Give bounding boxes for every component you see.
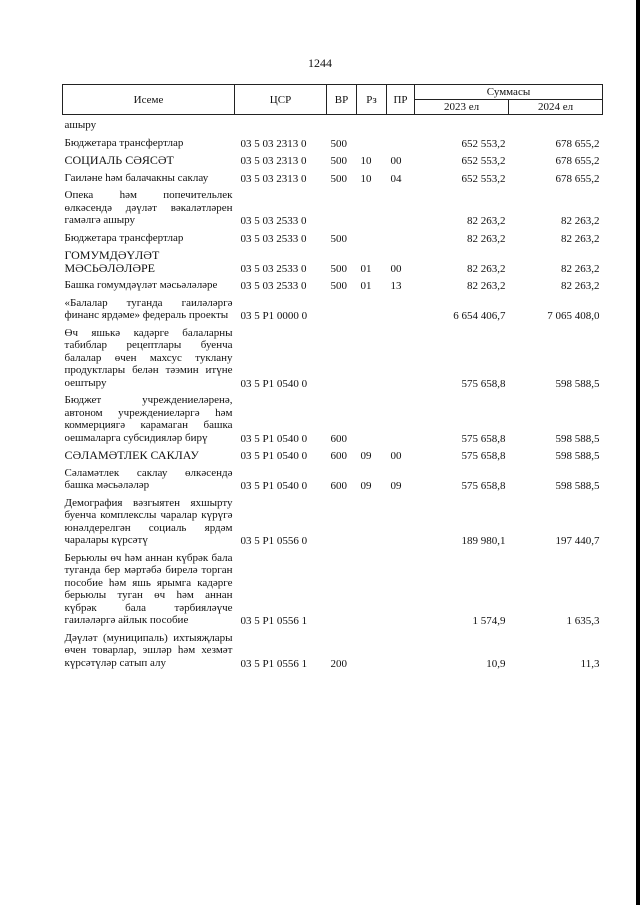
cell-sum-2024: 82 263,2 — [561, 215, 600, 227]
cell-sum-2023: 575 658,8 — [461, 480, 506, 492]
cell-csr: 03 5 03 2313 0 — [240, 172, 307, 185]
cell-sum-2024: 678 655,2 — [555, 137, 600, 150]
cell-sum-2024: 598 588,5 — [555, 432, 600, 445]
cell-name: Сәламәтлек саклау өлкәсендә башка мәсьәләләр — [64, 466, 233, 491]
cell-name: Бюджет учреждениеләренә, автоном учреждениеләргә һәм коммерциягә карамаган башка оешмаларга субсидияләр бирү — [64, 394, 233, 444]
cell-name: Демография вәзгыятен яхшырту буенча комплекслы чаралар күрүгә юнәлдерелгән социаль ярдәм чаралары күрсәтү — [64, 496, 233, 546]
cell-pr — [387, 390, 415, 445]
cell-name: СОЦИАЛЬ СӘЯСӘТ — [64, 153, 174, 167]
cell-sum-2024: 7 065 408,0 — [547, 310, 600, 322]
cell-pr: 04 — [390, 172, 402, 185]
cell-name: «Балалар туганда гаиләләргә финанс ярдәме» федераль проекты — [64, 296, 233, 321]
cell-csr: 03 5 P1 0540 0 — [240, 480, 308, 492]
cell-vr: 500 — [330, 280, 347, 292]
cell-csr: 03 5 03 2533 0 — [240, 280, 307, 292]
cell-rz — [357, 323, 387, 391]
budget-table — [62, 84, 603, 670]
cell-sum-2024: 197 440,7 — [555, 535, 600, 547]
cell-csr: 03 5 P1 0556 1 — [240, 657, 308, 670]
cell-vr: 500 — [330, 137, 347, 150]
cell-vr — [327, 293, 357, 323]
cell-pr: 00 — [390, 262, 402, 275]
cell-rz — [357, 293, 387, 323]
header-pr: ПР — [387, 85, 415, 115]
cell-csr: 03 5 03 2533 0 — [240, 215, 307, 227]
table-row — [63, 463, 603, 493]
cell-sum-2024: 1 635,3 — [566, 615, 600, 627]
cell-name: Өч яшькә кадәрге балаларны табиблар рецептлары буенча балалар өчен махсус туклану продуктлары белән тәэмин итүне оештыру — [64, 326, 233, 389]
cell-sum-2024: 11,3 — [580, 657, 600, 670]
table-row — [63, 228, 603, 246]
cell-sum-2023: 652 553,2 — [461, 172, 506, 185]
cell-sum-2023: 1 574,9 — [472, 615, 506, 627]
cell-rz: 01 — [360, 262, 372, 275]
cell-csr: 03 5 03 2313 0 — [240, 137, 307, 150]
cell-rz — [357, 185, 387, 228]
cell-rz: 10 — [360, 172, 372, 185]
table-row — [63, 185, 603, 228]
cell-name: Бюджетара трансфертлар — [64, 231, 184, 244]
table-body — [63, 115, 603, 671]
cell-name: Дәүләт (муниципаль) ихтыяҗлары өчен товарлар, эшләр һәм хезмәт күрсәтүләр сатып алу — [64, 631, 233, 669]
cell-sum-2023: 652 553,2 — [461, 137, 506, 150]
cell-rz — [357, 115, 387, 133]
cell-pr — [387, 185, 415, 228]
cell-rz — [357, 390, 387, 445]
cell-pr: 09 — [390, 480, 402, 492]
cell-csr: 03 5 P1 0540 0 — [240, 432, 308, 445]
cell-sum-2024: 82 263,2 — [561, 232, 600, 245]
cell-rz: 01 — [360, 280, 372, 292]
cell-vr — [327, 323, 357, 391]
cell-sum-2023: 82 263,2 — [467, 280, 506, 292]
table-row — [63, 323, 603, 391]
header-csr: ЦСР — [235, 85, 327, 115]
cell-name: Опека һәм попечительлек өлкәсендә дәүләт вәкаләтләрен гамәлгә ашыру — [64, 189, 233, 226]
cell-pr: 13 — [390, 280, 402, 292]
table-row — [63, 275, 603, 293]
cell-csr: 03 5 P1 0540 0 — [240, 450, 308, 462]
cell-pr — [387, 293, 415, 323]
cell-rz — [357, 628, 387, 671]
cell-sum-2024: 678 655,2 — [555, 172, 600, 185]
cell-vr — [327, 115, 357, 133]
cell-sum-2024: 598 588,5 — [555, 480, 600, 492]
table-row — [63, 115, 603, 133]
table-row — [63, 390, 603, 445]
cell-vr: 600 — [330, 480, 347, 492]
table-row — [63, 168, 603, 186]
cell-vr: 500 — [330, 262, 347, 275]
cell-name: Берьюлы өч һәм аннан күбрәк бала туганда бер мәртәбә бирелә торган пособие һәм яшь ярымга кадәрге берьюлы туган өч һәм аннан күбрәк бала тәрбияләүче гаиләләргә айлык пособие — [64, 551, 233, 626]
table-row — [63, 445, 603, 463]
cell-csr: 03 5 03 2533 0 — [240, 232, 307, 245]
cell-sum-2023: 189 980,1 — [461, 535, 506, 547]
table-row — [63, 493, 603, 548]
cell-sum-2024: 598 588,5 — [555, 377, 600, 390]
cell-vr: 600 — [330, 432, 347, 445]
header-vr: ВР — [327, 85, 357, 115]
cell-vr: 500 — [330, 155, 347, 167]
header-sums: Суммасы — [415, 85, 603, 100]
cell-sum-2023: 6 654 406,7 — [453, 310, 506, 322]
cell-csr: 03 5 P1 0540 0 — [240, 377, 308, 390]
table-header — [63, 85, 603, 115]
cell-pr: 00 — [390, 155, 402, 167]
cell-csr: 03 5 P1 0556 1 — [240, 615, 308, 627]
cell-csr: 03 5 03 2313 0 — [240, 155, 307, 167]
cell-csr: 03 5 P1 0556 0 — [240, 535, 308, 547]
cell-rz: 09 — [360, 450, 372, 462]
cell-sum-2023 — [415, 115, 509, 133]
cell-vr — [327, 185, 357, 228]
cell-csr — [235, 115, 327, 133]
cell-sum-2023: 575 658,8 — [461, 450, 506, 462]
cell-rz — [357, 228, 387, 246]
cell-pr: 00 — [390, 450, 402, 462]
header-name: Исеме — [63, 85, 235, 115]
cell-pr — [387, 115, 415, 133]
cell-vr: 200 — [330, 657, 347, 670]
cell-vr: 500 — [330, 172, 347, 185]
cell-rz — [357, 133, 387, 151]
scan-edge-bar — [636, 0, 640, 905]
cell-name: ашыру — [64, 119, 97, 131]
cell-vr — [327, 493, 357, 548]
budget-table-container — [62, 84, 602, 670]
cell-pr — [387, 133, 415, 151]
cell-rz — [357, 548, 387, 628]
cell-name: СӘЛАМӘТЛЕК САКЛАУ — [64, 448, 199, 462]
cell-pr — [387, 323, 415, 391]
cell-vr: 600 — [330, 450, 347, 462]
header-year-2023: 2023 ел — [415, 100, 509, 115]
cell-pr — [387, 628, 415, 671]
table-row — [63, 548, 603, 628]
cell-sum-2023: 82 263,2 — [467, 232, 506, 245]
header-year-2024: 2024 ел — [509, 100, 603, 115]
cell-sum-2024 — [509, 115, 603, 133]
header-rz: Рз — [357, 85, 387, 115]
cell-sum-2023: 82 263,2 — [467, 215, 506, 227]
cell-pr — [387, 493, 415, 548]
table-row — [63, 293, 603, 323]
cell-sum-2023: 652 553,2 — [461, 155, 506, 167]
cell-name: Гаиләне һәм балачакны саклау — [64, 171, 209, 184]
cell-vr: 500 — [330, 232, 347, 245]
cell-vr — [327, 548, 357, 628]
table-row — [63, 628, 603, 671]
cell-rz — [357, 493, 387, 548]
cell-sum-2023: 10,9 — [486, 657, 506, 670]
cell-csr: 03 5 P1 0000 0 — [240, 310, 308, 322]
table-row — [63, 150, 603, 168]
cell-rz: 10 — [360, 155, 372, 167]
cell-rz: 09 — [360, 480, 372, 492]
cell-sum-2023: 575 658,8 — [461, 432, 506, 445]
cell-sum-2023: 82 263,2 — [467, 262, 506, 275]
table-row — [63, 245, 603, 275]
cell-sum-2024: 82 263,2 — [561, 262, 600, 275]
cell-sum-2024: 678 655,2 — [555, 155, 600, 167]
cell-sum-2024: 82 263,2 — [561, 280, 600, 292]
table-row — [63, 133, 603, 151]
cell-name: ГОМУМДӘҮЛӘТ МӘСЬӘЛӘЛӘРЕ — [64, 248, 160, 275]
page-number: 1244 — [308, 56, 332, 70]
cell-pr — [387, 228, 415, 246]
cell-name: Башка гомумдәүләт мәсьәләләре — [64, 279, 218, 291]
cell-csr: 03 5 03 2533 0 — [240, 262, 307, 275]
cell-pr — [387, 548, 415, 628]
cell-sum-2024: 598 588,5 — [555, 450, 600, 462]
cell-sum-2023: 575 658,8 — [461, 377, 506, 390]
cell-name: Бюджетара трансфертлар — [64, 136, 184, 149]
